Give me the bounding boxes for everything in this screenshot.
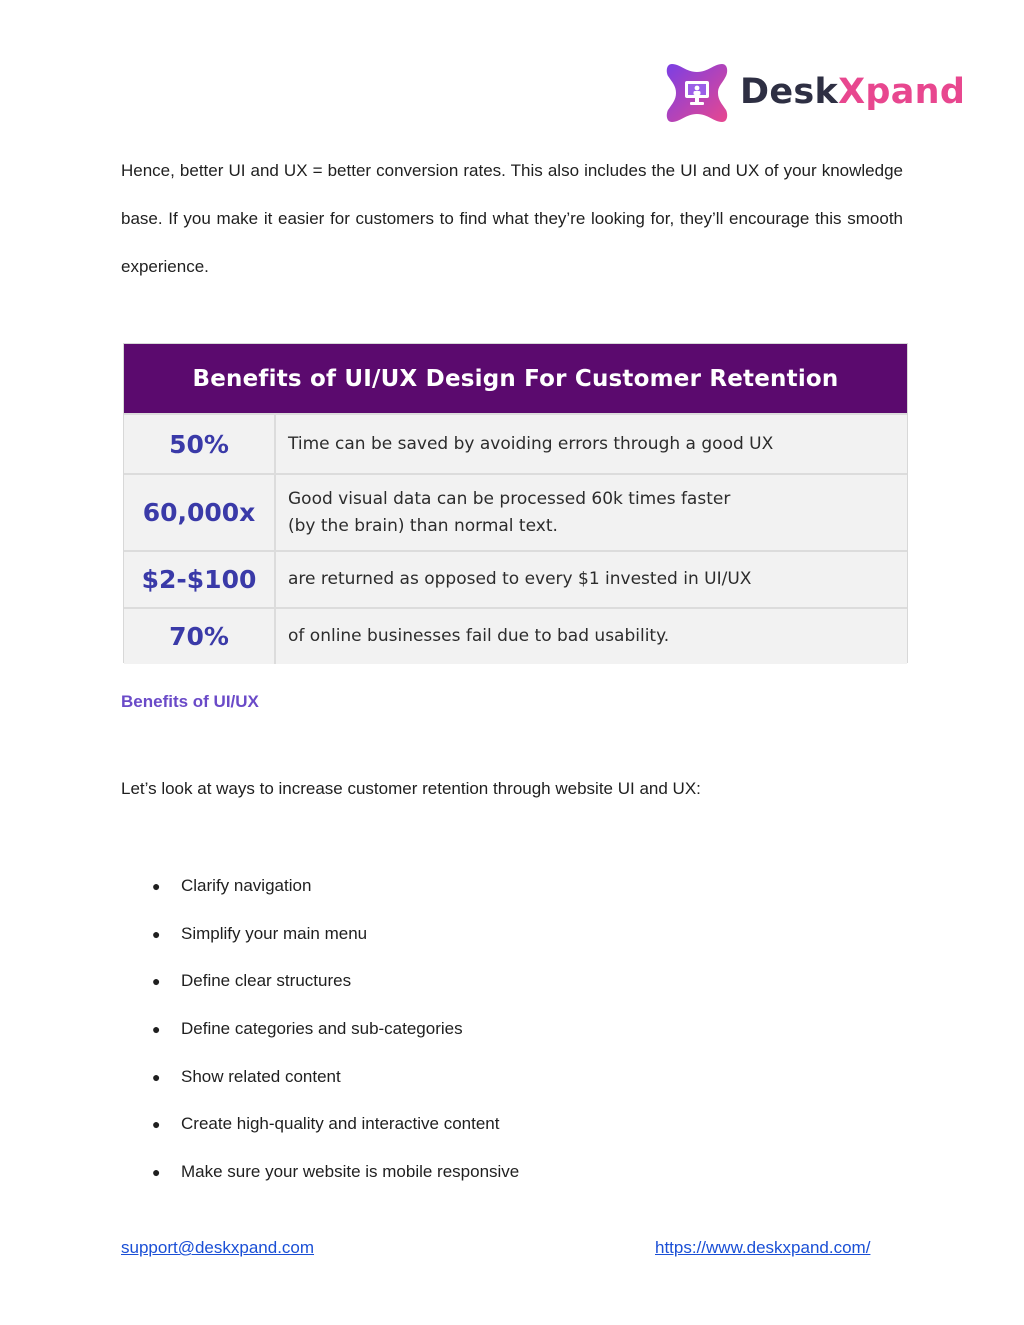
deskxpand-logo-icon <box>664 60 730 126</box>
bullet-icon: ● <box>152 1068 161 1085</box>
list-item <box>121 862 519 910</box>
list-item-text: Make sure your website is mobile responsive <box>181 1161 520 1181</box>
bullet-icon: ● <box>152 1020 161 1037</box>
infographic-row <box>124 607 907 664</box>
list-item-text: Show related content <box>181 1066 341 1086</box>
intro-paragraph: Hence, better UI and UX = better conversion rates. This also includes the UI and UX of your knowledge base. If you make it easier for customers to find what they’re looking for, they’ll encourage this smooth experience. <box>121 161 903 276</box>
support-email-link[interactable]: support@deskxpand.com <box>121 1238 315 1257</box>
bullet-icon: ● <box>152 877 161 894</box>
list-item <box>121 910 519 958</box>
list-item-text: Clarify navigation <box>181 875 312 895</box>
infographic-title: Benefits of UI/UX Design For Customer Retention <box>124 344 907 413</box>
bullet-icon: ● <box>152 1116 161 1133</box>
website-link[interactable]: https://www.deskxpand.com/ <box>655 1238 871 1257</box>
infographic-row <box>124 473 907 550</box>
infographic-stat: 50% <box>124 415 276 473</box>
bullet-icon: ● <box>152 1163 161 1180</box>
infographic-text-line1: Good visual data can be processed 60k times faster <box>288 488 731 509</box>
bullet-icon: ● <box>152 973 161 990</box>
image-caption: Benefits of UI/UX <box>121 692 259 711</box>
list-item <box>121 957 519 1005</box>
lead-in-text: Let’s look at ways to increase customer retention through website UI and UX: <box>121 779 701 798</box>
list-item <box>121 1100 519 1148</box>
tips-list <box>121 862 519 1196</box>
infographic-stat: $2-$100 <box>124 552 276 607</box>
infographic-row <box>124 413 907 473</box>
infographic-stat: 70% <box>124 609 276 664</box>
list-item-text: Create high-quality and interactive content <box>181 1114 500 1134</box>
list-item <box>121 1053 519 1101</box>
infographic-text <box>276 475 907 550</box>
infographic-stat: 60,000x <box>124 475 276 550</box>
brand-name-part1: Desk <box>740 72 839 112</box>
infographic-text: of online businesses fail due to bad usability. <box>288 626 670 646</box>
infographic-text: Time can be saved by avoiding errors through a good UX <box>288 433 774 454</box>
brand-logo <box>664 60 966 128</box>
bullet-icon: ● <box>152 925 161 942</box>
brand-name <box>740 72 965 112</box>
brand-name-part2: Xpand <box>838 72 966 112</box>
infographic-text: are returned as opposed to every $1 invested in UI/UX <box>288 569 752 589</box>
list-item-text: Define categories and sub-categories <box>181 1018 463 1038</box>
list-item <box>121 1005 519 1053</box>
benefits-infographic <box>123 343 908 663</box>
list-item <box>121 1148 519 1196</box>
list-item-text: Define clear structures <box>181 971 352 991</box>
list-item-text: Simplify your main menu <box>181 923 368 943</box>
infographic-text-line2: (by the brain) than normal text. <box>288 515 558 536</box>
infographic-row <box>124 550 907 607</box>
